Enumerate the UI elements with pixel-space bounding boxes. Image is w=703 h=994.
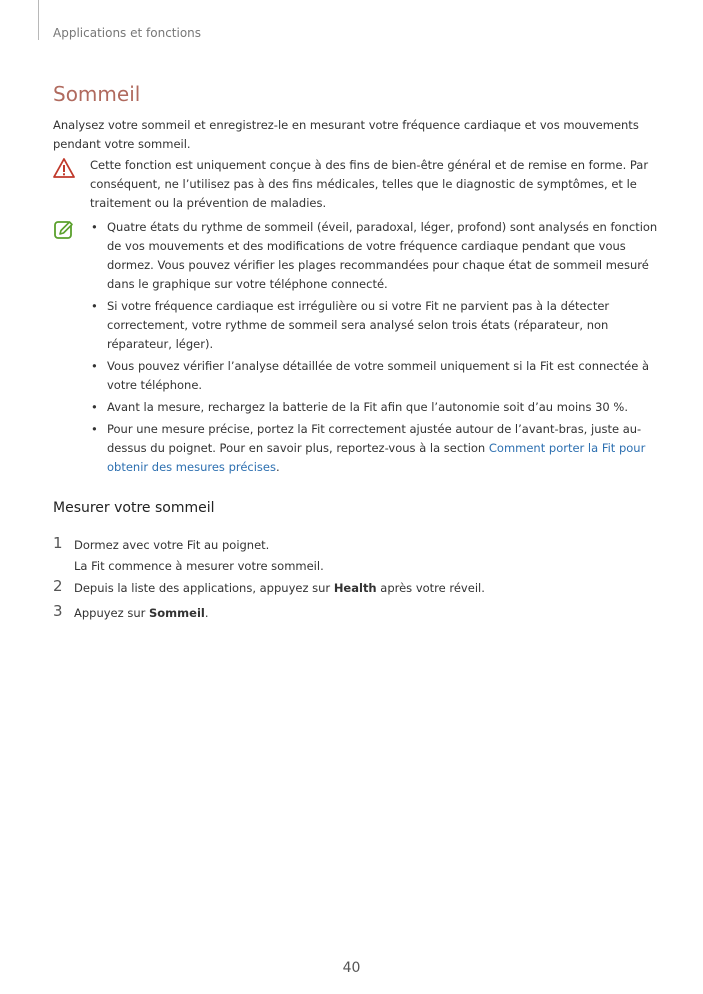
note-text: Pour une mesure précise, portez la Fit correctement ajustée autour de l’avant-bras, juste au-dessus du poignet. Pour en savoir plus, reportez-vous à la section xyxy=(107,422,642,455)
wear-guide-link[interactable]: Comment porter la Fit pour obtenir des mesures précises xyxy=(107,441,646,474)
step-text-after: après votre réveil. xyxy=(376,581,485,595)
step-subtext: La Fit commence à mesurer votre sommeil. xyxy=(74,559,324,573)
note-pencil-icon xyxy=(53,219,75,241)
health-app-label: Health xyxy=(333,581,377,595)
sleep-label: Sommeil xyxy=(149,606,205,620)
step-number: 2 xyxy=(53,577,63,595)
step-text xyxy=(74,604,653,623)
note-text-end: . xyxy=(276,460,280,474)
page-number: 40 xyxy=(342,960,361,976)
step-text: Dormez avec votre Fit au poignet. xyxy=(74,538,270,552)
step-number: 3 xyxy=(53,602,63,620)
step-text-before: Depuis la liste des applications, appuyez sur xyxy=(74,581,334,595)
page-title: Sommeil xyxy=(53,82,141,106)
warning-triangle-icon xyxy=(53,157,75,179)
header-divider xyxy=(38,0,39,40)
list-item: • Quatre états du rythme de sommeil (éveil, paradoxal, léger, profond) sont analysés en fonction de vos mouvements et des modifications de votre fréquence cardiaque pendant que vous dormez. Vous pouvez vérifier les plages recommandées pour chaque état de sommeil mesuré dans le graphique sur votre téléphone connecté. xyxy=(85,218,665,294)
steps-list xyxy=(53,536,653,629)
list-item: • Vous pouvez vérifier l’analyse détaillée de votre sommeil uniquement si la Fit est connectée à votre téléphone. xyxy=(85,357,665,395)
list-item: • Si votre fréquence cardiaque est irrégulière ou si votre Fit ne parvient pas à la détecter correctement, votre rythme de sommeil sera analysé selon trois états (réparateur, non réparateur, léger). xyxy=(85,297,665,354)
list-item xyxy=(85,420,665,477)
note-list xyxy=(85,218,665,480)
step-number: 1 xyxy=(53,534,63,552)
step-text xyxy=(74,579,653,598)
step-3 xyxy=(53,604,653,626)
step-text-before: Appuyez sur xyxy=(74,606,149,620)
warning-text: Cette fonction est uniquement conçue à des fins de bien-être général et de remise en forme. Par conséquent, ne l’utilisez pas à des fins médicales, telles que le diagnostic de symptômes, et le traitement ou la prévention de maladies. xyxy=(90,158,649,210)
section-header: Applications et fonctions xyxy=(53,26,202,40)
section-subheading: Mesurer votre sommeil xyxy=(53,500,215,516)
list-item: • Avant la mesure, rechargez la batterie de la Fit afin que l’autonomie soit d’au moins 30 %. xyxy=(85,398,665,417)
step-1 xyxy=(53,536,653,576)
intro-paragraph: Analysez votre sommeil et enregistrez-le en mesurant votre fréquence cardiaque et vos mouvements pendant votre sommeil. xyxy=(53,118,639,151)
step-text-after: . xyxy=(204,606,209,620)
step-2 xyxy=(53,579,653,601)
